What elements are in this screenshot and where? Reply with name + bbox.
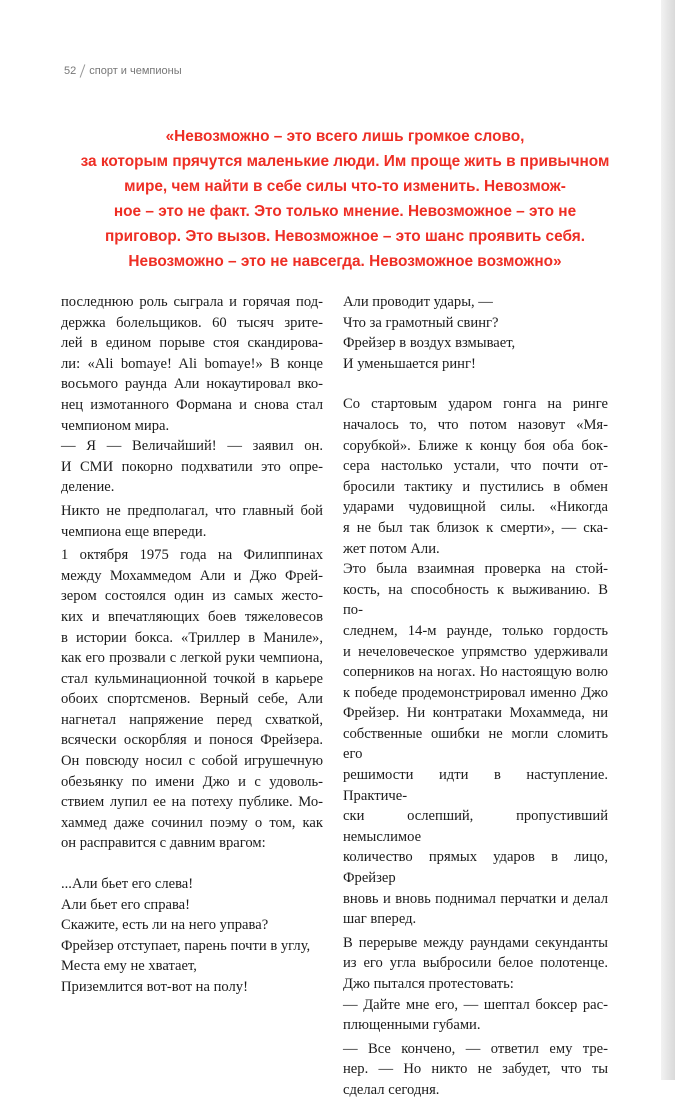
text-line: сделал сегодня.	[343, 1081, 440, 1098]
text-line: деление.	[61, 479, 115, 496]
paragraph	[343, 933, 608, 995]
text-line: он расправится с давним врагом:	[61, 835, 266, 852]
text-line: И СМИ покорно подхватили это опре-	[61, 458, 323, 475]
quote-line: за которым прячутся маленькие люди. Им проще жить в привычном	[80, 153, 610, 170]
text-line: лей в едином порыве стоя скандирова-	[61, 335, 323, 352]
text-line: количество прямых ударов в лицо, Фрейзер	[343, 849, 608, 887]
poem-line: Что за грамотный свинг?	[343, 314, 499, 331]
poem	[343, 292, 608, 374]
text-line: Это была взаимная проверка на стой-	[343, 561, 608, 578]
page-number: 52	[64, 65, 77, 77]
poem-line: Али бьет его справа!	[61, 896, 191, 913]
paragraph	[343, 995, 608, 1036]
text-line: Со стартовым ударом гонга на ринге	[343, 396, 608, 413]
text-line: ударами чудовищной силы. «Никогда	[343, 499, 608, 516]
text-line: В перерыве между раундами секунданты	[343, 934, 608, 951]
poem-line: Места ему не хватает,	[61, 958, 197, 975]
poem-line: Приземлится вот-вот на полу!	[61, 979, 248, 995]
text-line: чемпионом мира.	[61, 417, 170, 434]
text-line: обезьянку по имени Джо и с удоволь-	[61, 773, 323, 790]
text-line: Джо пытался протестовать:	[343, 976, 514, 992]
text-line: между Мохаммедом Али и Джо Фрей-	[61, 567, 323, 584]
text-line: ких и впечатляющих боев тяжеловесов	[61, 608, 323, 625]
text-line: последнюю роль сыграла и горячая под-	[61, 294, 323, 310]
text-line: сера настолько устали, что почти от-	[343, 458, 608, 475]
text-line: плющенными губами.	[343, 1017, 481, 1034]
text-line: хаммед даже сочинил поэму о том, как	[61, 814, 323, 831]
text-line: нец измотанного Формана и снова стал	[61, 396, 323, 413]
text-line: бросили тактику и пустились в обмен	[343, 478, 608, 495]
paragraph	[61, 436, 323, 498]
pull-quote	[60, 124, 630, 274]
text-line: Никто не предполагал, что главный бой	[61, 502, 323, 519]
text-line: нагнетал напряжение перед схваткой,	[61, 711, 323, 728]
text-line: кость, на способность к выживанию. В по-	[343, 581, 608, 619]
paragraph	[61, 501, 323, 542]
text-line: ски ослепший, пропустивший немыслимое	[343, 808, 608, 845]
text-line: и нечеловеческое упрямство удерживали	[343, 643, 608, 660]
poem-line: Скажите, есть ли на него управа?	[61, 917, 269, 934]
paragraph	[343, 559, 608, 930]
text-line: — Все кончено, — ответил ему тре-	[343, 1040, 608, 1057]
section-title: спорт и чемпионы	[89, 65, 182, 77]
text-line: — Дайте мне его, — шептал боксер рас-	[343, 996, 608, 1013]
text-line: как его прозвали с легкой руки чемпиона,	[61, 650, 323, 667]
poem-line: ...Али бьет его слева!	[61, 876, 194, 893]
text-line: следнем, 14-м раунде, только гордость	[343, 622, 608, 639]
text-line: ствием лупил ее на потеху публике. Мо-	[61, 794, 323, 811]
poem-line: И уменьшается ринг!	[343, 355, 476, 372]
text-line: я не был так близок к смерти», — ска-	[343, 519, 608, 536]
quote-line: «Невозможно – это всего лишь громкое слово,	[165, 128, 525, 145]
text-line: всячески оскорбляя и понося Фрейзера.	[61, 732, 323, 749]
text-line: вновь и вновь поднимал перчатки и делал	[343, 890, 608, 907]
right-column	[343, 292, 608, 1101]
text-line: Фрейзер. Ни контратаки Мохаммеда, ни	[343, 705, 608, 722]
left-column	[61, 292, 323, 998]
text-line: восьмого раунда Али нокаутировал вко-	[61, 376, 323, 393]
text-line: стал кульминационной точкой в карьере	[61, 670, 323, 687]
text-line: из его угла выбросили белое полотенце.	[343, 955, 608, 972]
poem-line: Фрейзер отступает, парень почти в углу,	[61, 937, 311, 954]
quote-line: Невозможно – это не навсегда. Невозможное возможно»	[128, 253, 562, 270]
poem-line: Али проводит удары, —	[343, 294, 493, 310]
page-edge-shadow	[661, 0, 675, 1080]
paragraph	[343, 1039, 608, 1101]
text-line: к победе продемонстрировал именно Джо	[343, 684, 608, 701]
paragraph	[61, 292, 323, 436]
text-line: — Я — Величайший! — заявил он.	[61, 438, 323, 455]
quote-line: мире, чем найти в себе силы что-то изменить. Невозмож-	[124, 178, 566, 195]
text-line: ли: «Ali bomaye! Ali bomaye!» В конце	[61, 355, 323, 372]
running-header	[64, 64, 182, 78]
poem	[61, 874, 323, 998]
text-line: сорубкой». Ближе к концу боя оба бок-	[343, 437, 608, 454]
text-line: Он повсюду носил с собой игрушечную	[61, 753, 323, 770]
text-line: обоих спортсменов. Верный себе, Али	[61, 691, 323, 708]
header-separator	[80, 64, 86, 77]
text-line: соперников на ногах. Но настоящую волю	[343, 664, 608, 681]
text-line: решимости идти в наступление. Практиче-	[343, 767, 608, 804]
text-line: 1 октября 1975 года на Филиппинах	[61, 547, 323, 564]
poem-line: Фрейзер в воздух взмывает,	[343, 335, 516, 352]
text-line: шаг вперед.	[343, 911, 417, 928]
text-line: в истории бокса. «Триллер в Маниле»,	[61, 629, 323, 646]
text-line: зером состоялся один из самых жесто-	[61, 588, 323, 605]
quote-line: приговор. Это вызов. Невозможное – это шанс проявить себя.	[104, 228, 586, 245]
paragraph	[61, 545, 323, 854]
text-line: нер. — Но никто не забудет, что ты	[343, 1061, 608, 1078]
quote-line: ное – это не факт. Это только мнение. Невозможное – это не	[113, 203, 577, 220]
paragraph	[343, 394, 608, 559]
text-line: чемпиона еще впереди.	[61, 523, 207, 540]
text-line: держка болельщиков. 60 тысяч зрите-	[61, 314, 323, 331]
text-line: жет потом Али.	[343, 540, 440, 557]
text-line: началось то, что потом назовут «Мя-	[343, 416, 608, 433]
text-line: собственные ошибки не могли сломить его	[343, 725, 608, 763]
